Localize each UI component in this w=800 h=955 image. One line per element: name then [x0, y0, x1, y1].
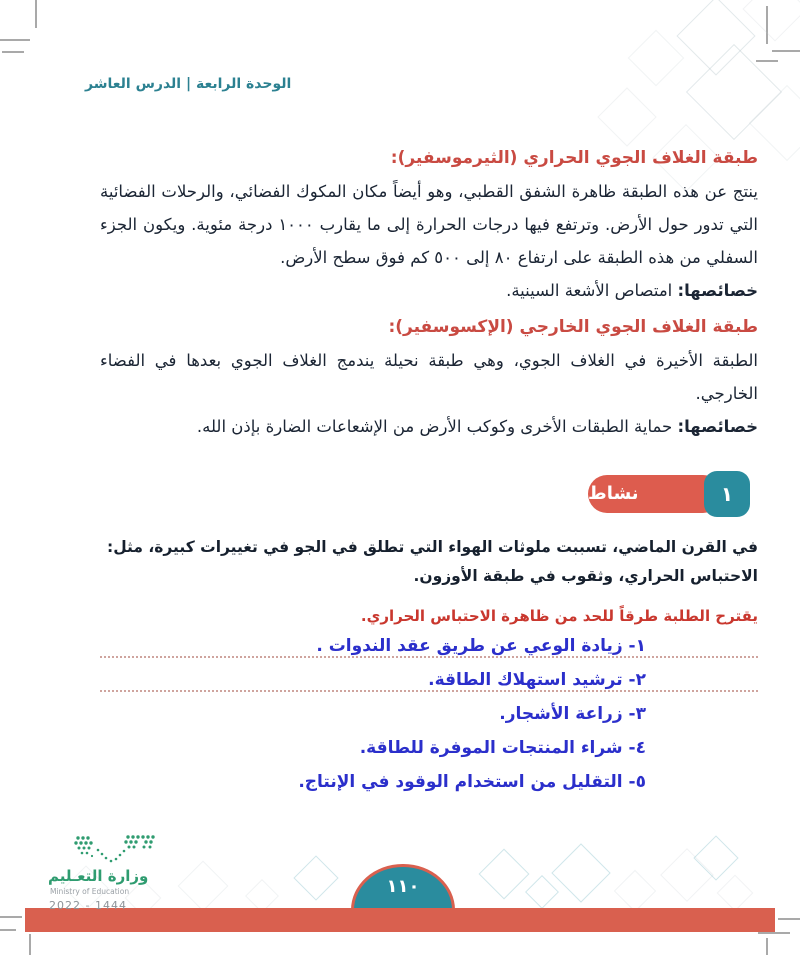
section-body-thermosphere: ينتج عن هذه الطبقة ظاهرة الشفق القطبي، وهو أيضاً مكان المكوك الفضائي، والرحلات الفضائية التي تدور حول الأرض. وترتفع فيها درجات الحرارة إلى ما يقارب ١٠٠٠ درجة مئوية. ويكون الجزء السفلي من هذه الطبقة على ارتفاع ٨٠ إلى ٥٠٠ كم فوق سطح الأرض.	[100, 182, 758, 267]
crop-mark	[0, 929, 16, 931]
activity-badge-pill	[588, 475, 722, 513]
activity-badge-label: نشاط	[588, 483, 639, 504]
edition-year: 2022 - 1444	[49, 898, 127, 912]
activity-answer-2: ٢- ترشيد استهلاك الطاقة.	[100, 663, 758, 697]
diamond-decoration	[551, 843, 610, 902]
diamond-decoration	[628, 30, 685, 87]
diamond-decoration	[178, 861, 229, 912]
section-heading-exosphere: طبقة الغلاف الجوي الخارجي (الإكسوسفير):	[388, 317, 758, 337]
activity-answer-4: ٤- شراء المنتجات الموفرة للطاقة.	[359, 738, 646, 758]
diamond-decoration	[717, 875, 754, 912]
page-number-dome	[351, 864, 455, 910]
diamond-decoration	[597, 87, 656, 146]
activity-answer-5: ٥- التقليل من استخدام الوقود في الإنتاج.	[298, 772, 646, 792]
activity-badge-row	[100, 471, 758, 517]
crop-mark	[772, 50, 800, 52]
section-properties-exosphere	[100, 410, 758, 443]
diamond-decoration	[293, 855, 338, 900]
crop-mark	[29, 934, 31, 955]
crop-mark	[756, 60, 778, 62]
section-heading-thermosphere: طبقة الغلاف الجوي الحراري (الثيرموسفير):	[390, 148, 758, 168]
activity-badge-number: ١	[704, 471, 750, 517]
activity-intro: في القرن الماضي، تسببت ملوثات الهواء التي تطلق في الجو في تغييرات كبيرة، مثل: الاحتباس الحراري، وثقوب في طبقة الأوزون.	[107, 538, 758, 585]
ministry-logo-dots-icon	[66, 834, 162, 866]
activity-badge	[588, 471, 750, 517]
section-body-exosphere: الطبقة الأخيرة في الغلاف الجوي، وهي طبقة نحيلة يندمج الغلاف الجوي بعدها في الفضاء الخارجي.	[100, 351, 758, 403]
properties-label: خصائصها:	[677, 281, 758, 300]
ministry-logo	[48, 834, 178, 912]
properties-label: خصائصها:	[677, 417, 758, 436]
activity-answer-3: ٣- زراعة الأشجار.	[499, 704, 646, 724]
crop-mark	[35, 0, 37, 28]
ministry-name-english: Ministry of Education	[50, 886, 130, 896]
diamond-decoration	[479, 849, 530, 900]
activity-answer-1: ١- زيادة الوعي عن طريق عقد الندوات .	[100, 629, 758, 663]
crop-mark	[0, 39, 30, 41]
ministry-name-arabic: وزارة التعـليم	[48, 867, 149, 885]
crop-mark	[2, 51, 24, 53]
section-properties-thermosphere	[100, 274, 758, 307]
crop-mark	[778, 918, 800, 920]
crop-mark	[766, 938, 768, 955]
crop-mark	[0, 916, 22, 918]
diamond-decoration	[525, 875, 559, 909]
lesson-content	[100, 148, 758, 799]
activity-prompt: يقترح الطلبة طرقاً للحد من ظاهرة الاحتباس الحراري.	[360, 607, 758, 625]
diamond-decoration	[614, 870, 656, 912]
properties-text: امتصاص الأشعة السينية.	[506, 281, 678, 300]
answer-ruling-line	[100, 690, 758, 692]
crop-mark	[758, 932, 790, 934]
breadcrumb: الوحدة الرابعة | الدرس العاشر	[85, 76, 292, 92]
properties-text: حماية الطبقات الأخرى وكوكب الأرض من الإشعاعات الضارة بإذن الله.	[196, 417, 678, 436]
answer-ruling-line	[100, 656, 758, 658]
footer-accent-bar	[25, 908, 775, 932]
activity-answers	[100, 629, 758, 799]
page-number: ١١٠	[386, 876, 420, 897]
